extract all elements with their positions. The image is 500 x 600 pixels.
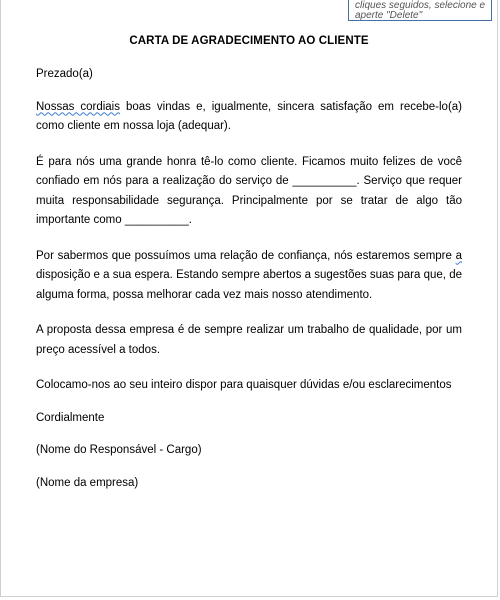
signature-name: (Nome do Responsável - Cargo) [36, 444, 202, 456]
letter-title: CARTA DE AGRADECIMENTO AO CLIENTE [129, 35, 369, 47]
instruction-tooltip [348, 0, 492, 21]
spellcheck-flagged-text: Nossas cordiais [36, 100, 120, 113]
tooltip-line-1: cliques seguidos, selecione e [355, 0, 486, 11]
paragraph-trust-rest: disposição e a sua espera. Estando sempre abertos a sugestões suas para que, de alguma forma, possa melhorar cada vez mais nosso atendimento. [36, 269, 462, 301]
paragraph-trust-start: Por sabermos que possuímos uma relação de confiança, nós estaremos sempre [36, 249, 456, 262]
paragraph-trust [36, 247, 462, 306]
paragraph-honor: É para nós uma grande honra tê-lo como cliente. Ficamos muito felizes de você confiado em nós para a realização do serviço de __________. Serviço que requer muita responsabilidade segurança. Principalmente por se tratar de algo tão importante como __________. [36, 155, 462, 226]
signature-company: (Nome da empresa) [36, 476, 139, 489]
letter-closing: Cordialmente [36, 411, 105, 424]
paragraph-availability: Colocamo-nos ao seu inteiro dispor para quaisquer dúvidas e/ou esclarecimentos [36, 379, 452, 391]
spellcheck-flagged-word: a [455, 249, 462, 262]
letter-body [36, 35, 462, 506]
paragraph-welcome [36, 98, 462, 137]
paragraph-proposal: A proposta dessa empresa é de sempre realizar um trabalho de qualidade, por um preço acessível a todos. [36, 324, 462, 356]
tooltip-line-2: aperte "Delete" [355, 10, 423, 21]
paragraph-welcome-text: boas vindas e, igualmente, sincera satisfação em recebe-lo(a) como cliente em nossa loja (adequar). [36, 100, 463, 132]
letter-greeting: Prezado(a) [36, 68, 93, 80]
